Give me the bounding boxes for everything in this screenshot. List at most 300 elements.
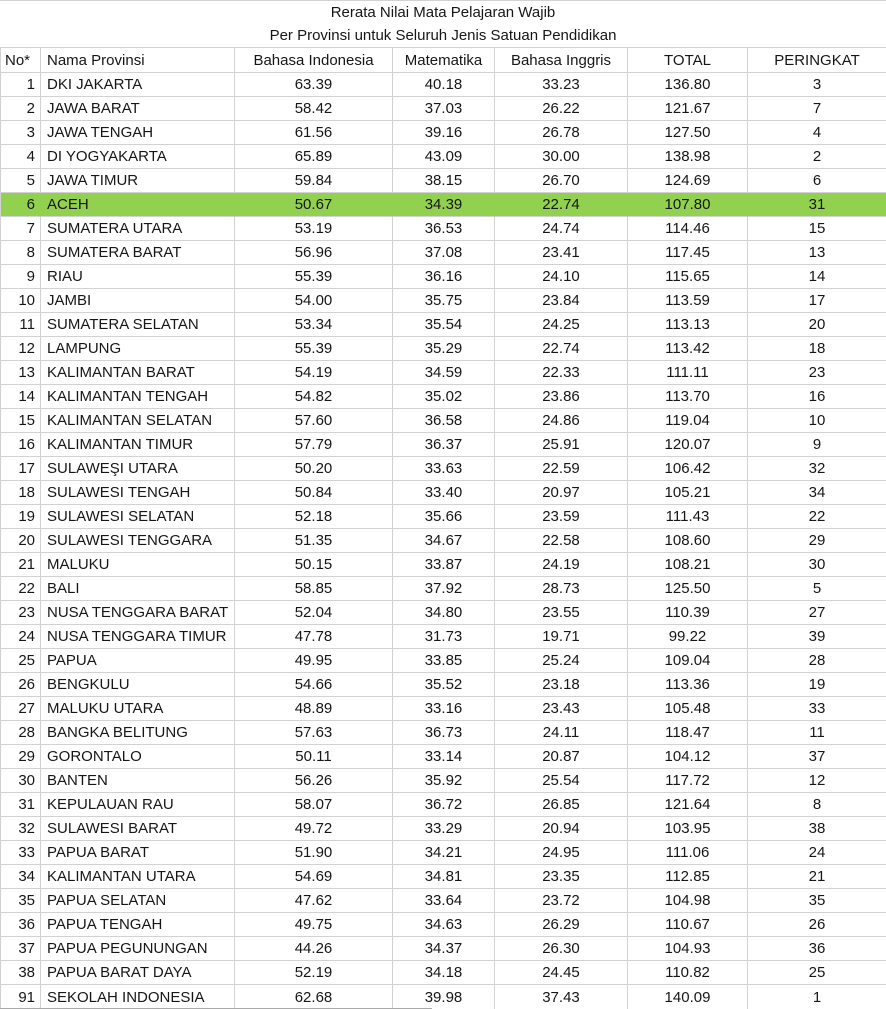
cell-no: 20 [0,529,41,553]
cell-province-name: KALIMANTAN TIMUR [41,433,235,457]
cell-bahasa-indonesia: 59.84 [235,169,393,193]
cell-bahasa-indonesia: 65.89 [235,145,393,169]
cell-province-name: RIAU [41,265,235,289]
cell-bahasa-indonesia: 56.26 [235,769,393,793]
cell-province-name: SULAWESI TENGGARA [41,529,235,553]
province-scores-table [0,48,886,1009]
cell-province-name: SULAWEŞI UTARA [41,457,235,481]
cell-province-name: JAMBI [41,289,235,313]
cell-bahasa-indonesia: 54.69 [235,865,393,889]
cell-bahasa-indonesia: 61.56 [235,121,393,145]
cell-no: 4 [0,145,41,169]
cell-no: 6 [0,193,41,217]
table-row [0,265,886,289]
column-header-no: No* [0,48,41,73]
cell-total: 117.72 [628,769,748,793]
cell-no: 29 [0,745,41,769]
cell-peringkat: 10 [748,409,886,433]
cell-matematika: 35.02 [393,385,495,409]
cell-province-name: KALIMANTAN BARAT [41,361,235,385]
table-row [0,457,886,481]
cell-matematika: 37.92 [393,577,495,601]
cell-matematika: 33.16 [393,697,495,721]
table-row [0,913,886,937]
cell-matematika: 34.21 [393,841,495,865]
cell-no: 12 [0,337,41,361]
cell-bahasa-indonesia: 58.42 [235,97,393,121]
cell-total: 109.04 [628,649,748,673]
table-row [0,433,886,457]
cell-province-name: LAMPUNG [41,337,235,361]
cell-province-name: BANTEN [41,769,235,793]
cell-province-name: KEPULAUAN RAU [41,793,235,817]
cell-bahasa-inggris: 24.10 [495,265,628,289]
cell-bahasa-inggris: 22.74 [495,337,628,361]
cell-matematika: 37.03 [393,97,495,121]
cell-bahasa-inggris: 24.11 [495,721,628,745]
cell-bahasa-inggris: 37.43 [495,985,628,1009]
table-row [0,169,886,193]
cell-total: 108.21 [628,553,748,577]
cell-bahasa-inggris: 22.33 [495,361,628,385]
cell-no: 9 [0,265,41,289]
cell-peringkat: 35 [748,889,886,913]
cell-bahasa-indonesia: 49.75 [235,913,393,937]
cell-matematika: 36.58 [393,409,495,433]
cell-province-name: NUSA TENGGARA TIMUR [41,625,235,649]
cell-province-name: KALIMANTAN TENGAH [41,385,235,409]
cell-province-name: PAPUA BARAT DAYA [41,961,235,985]
cell-bahasa-indonesia: 54.82 [235,385,393,409]
cell-peringkat: 15 [748,217,886,241]
cell-total: 115.65 [628,265,748,289]
cell-no: 36 [0,913,41,937]
cell-matematika: 36.37 [393,433,495,457]
cell-total: 113.36 [628,673,748,697]
cell-bahasa-indonesia: 50.15 [235,553,393,577]
cell-peringkat: 24 [748,841,886,865]
table-row [0,721,886,745]
cell-no: 33 [0,841,41,865]
cell-bahasa-indonesia: 50.67 [235,193,393,217]
cell-bahasa-inggris: 26.85 [495,793,628,817]
cell-peringkat: 32 [748,457,886,481]
cell-bahasa-inggris: 26.29 [495,913,628,937]
cell-no: 10 [0,289,41,313]
cell-bahasa-inggris: 22.74 [495,193,628,217]
cell-peringkat: 9 [748,433,886,457]
cell-no: 16 [0,433,41,457]
cell-total: 121.64 [628,793,748,817]
cell-peringkat: 33 [748,697,886,721]
cell-peringkat: 16 [748,385,886,409]
cell-total: 110.39 [628,601,748,625]
cell-bahasa-indonesia: 52.18 [235,505,393,529]
cell-bahasa-inggris: 24.86 [495,409,628,433]
cell-bahasa-indonesia: 54.66 [235,673,393,697]
cell-bahasa-inggris: 23.59 [495,505,628,529]
cell-total: 104.93 [628,937,748,961]
cell-peringkat: 23 [748,361,886,385]
table-row [0,841,886,865]
table-row [0,529,886,553]
column-header-peringkat: PERINGKAT [748,48,886,73]
cell-bahasa-inggris: 25.54 [495,769,628,793]
cell-bahasa-indonesia: 55.39 [235,265,393,289]
cell-peringkat: 34 [748,481,886,505]
cell-peringkat: 18 [748,337,886,361]
table-row [0,505,886,529]
cell-total: 114.46 [628,217,748,241]
cell-peringkat: 22 [748,505,886,529]
cell-province-name: PAPUA BARAT [41,841,235,865]
cell-peringkat: 1 [812,988,822,1006]
cell-bahasa-inggris: 26.30 [495,937,628,961]
cell-peringkat: 31 [748,193,886,217]
cell-province-name: NUSA TENGGARA BARAT [41,601,235,625]
table-row [0,289,886,313]
table-row [0,217,886,241]
cell-total: 103.95 [628,817,748,841]
cell-bahasa-indonesia: 56.96 [235,241,393,265]
cell-matematika: 31.73 [393,625,495,649]
table-row [0,313,886,337]
cell-total: 110.82 [628,961,748,985]
cell-bahasa-indonesia: 48.89 [235,697,393,721]
cell-province-name: PAPUA TENGAH [41,913,235,937]
cell-bahasa-indonesia: 52.19 [235,961,393,985]
cell-total: 104.98 [628,889,748,913]
cell-matematika: 34.59 [393,361,495,385]
cell-bahasa-inggris: 19.71 [495,625,628,649]
column-header-bahasa-inggris: Bahasa Inggris [495,48,628,73]
cell-peringkat: 28 [748,649,886,673]
cell-province-name: KALIMANTAN SELATAN [41,409,235,433]
cell-matematika: 34.18 [393,961,495,985]
cell-no: 24 [0,625,41,649]
cell-peringkat: 7 [748,97,886,121]
cell-no: 7 [0,217,41,241]
table-row [0,97,886,121]
cell-bahasa-indonesia: 55.39 [235,337,393,361]
cell-province-name: PAPUA PEGUNUNGAN [41,937,235,961]
cell-matematika: 33.87 [393,553,495,577]
cell-bahasa-indonesia: 50.84 [235,481,393,505]
cell-total: 138.98 [628,145,748,169]
cell-bahasa-indonesia: 62.68 [235,985,393,1009]
cell-peringkat: 4 [748,121,886,145]
table-row [0,673,886,697]
cell-matematika: 34.67 [393,529,495,553]
cell-bahasa-indonesia: 57.79 [235,433,393,457]
cell-matematika: 33.40 [393,481,495,505]
table-row [0,817,886,841]
cell-total: 106.42 [628,457,748,481]
cell-peringkat: 38 [748,817,886,841]
cell-bahasa-inggris: 22.59 [495,457,628,481]
table-row [0,193,886,217]
cell-total: 112.85 [628,865,748,889]
table-row [0,793,886,817]
cell-province-name: PAPUA SELATAN [41,889,235,913]
cell-province-name: SUMATERA SELATAN [41,313,235,337]
cell-province-name: JAWA BARAT [41,97,235,121]
cell-bahasa-inggris: 23.86 [495,385,628,409]
cell-matematika: 35.66 [393,505,495,529]
table-row [0,145,886,169]
cell-total: 121.67 [628,97,748,121]
cell-matematika: 35.54 [393,313,495,337]
cell-matematika: 34.63 [393,913,495,937]
cell-total: 136.80 [628,73,748,97]
cell-bahasa-inggris: 26.78 [495,121,628,145]
cell-peringkat: 19 [748,673,886,697]
cell-peringkat: 37 [748,745,886,769]
cell-bahasa-inggris: 20.87 [495,745,628,769]
cell-bahasa-inggris: 28.73 [495,577,628,601]
cell-no: 19 [0,505,41,529]
table-row [0,553,886,577]
cell-total: 105.21 [628,481,748,505]
cell-peringkat: 6 [748,169,886,193]
cell-no: 26 [0,673,41,697]
table-row [0,121,886,145]
column-header-matematika: Matematika [393,48,495,73]
cell-no: 38 [0,961,41,985]
table-row [0,337,886,361]
cell-bahasa-inggris: 24.95 [495,841,628,865]
cell-peringkat: 20 [748,313,886,337]
cell-no: 91 [0,985,41,1009]
cell-peringkat: 21 [748,865,886,889]
cell-total: 113.13 [628,313,748,337]
cell-bahasa-indonesia: 50.11 [235,745,393,769]
cell-total: 104.12 [628,745,748,769]
table-row [0,745,886,769]
cell-peringkat: 8 [748,793,886,817]
cell-bahasa-inggris: 26.70 [495,169,628,193]
table-row [0,577,886,601]
cell-peringkat: 5 [748,577,886,601]
cell-matematika: 35.75 [393,289,495,313]
cell-bahasa-inggris: 24.25 [495,313,628,337]
cell-peringkat: 29 [748,529,886,553]
cell-bahasa-inggris: 33.23 [495,73,628,97]
cell-total: 111.06 [628,841,748,865]
cell-matematika: 34.39 [393,193,495,217]
cell-bahasa-indonesia: 52.04 [235,601,393,625]
cell-total: 125.50 [628,577,748,601]
cell-province-name: BALI [41,577,235,601]
cell-bahasa-inggris: 24.19 [495,553,628,577]
cell-matematika: 37.08 [393,241,495,265]
cell-no: 30 [0,769,41,793]
column-header-total: TOTAL [628,48,748,73]
cell-province-name: MALUKU UTARA [41,697,235,721]
table-row [0,241,886,265]
cell-no: 37 [0,937,41,961]
cell-province-name: GORONTALO [41,745,235,769]
cell-matematika: 33.29 [393,817,495,841]
cell-matematika: 36.53 [393,217,495,241]
cell-province-name: SEKOLAH INDONESIA [41,985,235,1009]
cell-no: 14 [0,385,41,409]
table-row [0,697,886,721]
cell-total: 99.22 [628,625,748,649]
cell-bahasa-indonesia: 53.19 [235,217,393,241]
cell-no: 13 [0,361,41,385]
cell-bahasa-indonesia: 51.35 [235,529,393,553]
cell-matematika: 34.81 [393,865,495,889]
cell-province-name: BANGKA BELITUNG [41,721,235,745]
cell-no: 25 [0,649,41,673]
cell-matematika: 40.18 [393,73,495,97]
cell-province-name: JAWA TIMUR [41,169,235,193]
cell-no: 1 [0,73,41,97]
cell-bahasa-indonesia: 58.07 [235,793,393,817]
cell-matematika: 36.16 [393,265,495,289]
cell-no: 15 [0,409,41,433]
cell-bahasa-indonesia: 54.19 [235,361,393,385]
cell-bahasa-inggris: 23.72 [495,889,628,913]
cell-bahasa-inggris: 20.97 [495,481,628,505]
table-title: Rerata Nilai Mata Pelajaran Wajib [330,4,556,21]
cell-total: 117.45 [628,241,748,265]
cell-total: 140.09 [628,985,748,1009]
cell-bahasa-inggris: 20.94 [495,817,628,841]
cell-no: 17 [0,457,41,481]
cell-peringkat: 14 [748,265,886,289]
cell-peringkat: 30 [748,553,886,577]
cell-bahasa-indonesia: 57.63 [235,721,393,745]
cell-no: 3 [0,121,41,145]
cell-province-name: DI YOGYAKARTA [41,145,235,169]
cell-matematika: 35.92 [393,769,495,793]
table-row [0,649,886,673]
cell-bahasa-indonesia: 49.72 [235,817,393,841]
cell-bahasa-inggris: 24.74 [495,217,628,241]
cell-bahasa-indonesia: 63.39 [235,73,393,97]
table-row [0,769,886,793]
table-row [0,961,886,985]
cell-bahasa-indonesia: 53.34 [235,313,393,337]
cell-bahasa-indonesia: 50.20 [235,457,393,481]
cell-matematika: 43.09 [393,145,495,169]
cell-no: 27 [0,697,41,721]
cell-total: 111.43 [628,505,748,529]
cell-matematika: 36.73 [393,721,495,745]
table-row [0,385,886,409]
column-header-bahasa-indonesia: Bahasa Indonesia [235,48,393,73]
cell-bahasa-indonesia: 57.60 [235,409,393,433]
table-row [0,481,886,505]
cell-peringkat: 2 [748,145,886,169]
cell-matematika: 33.85 [393,649,495,673]
cell-province-name: BENGKULU [41,673,235,697]
cell-bahasa-indonesia: 58.85 [235,577,393,601]
header-row [0,48,886,73]
cell-matematika: 36.72 [393,793,495,817]
cell-province-name: ACEH [41,193,235,217]
cell-peringkat: 3 [748,73,886,97]
cell-province-name: JAWA TENGAH [41,121,235,145]
cell-peringkat: 26 [748,913,886,937]
cell-total: 107.80 [628,193,748,217]
cell-peringkat: 17 [748,289,886,313]
cell-bahasa-indonesia: 47.62 [235,889,393,913]
cell-province-name: SULAWESI TENGAH [41,481,235,505]
cell-bahasa-inggris: 23.55 [495,601,628,625]
cell-matematika: 33.63 [393,457,495,481]
cell-peringkat: 27 [748,601,886,625]
cell-bahasa-inggris: 26.22 [495,97,628,121]
cell-bahasa-indonesia: 51.90 [235,841,393,865]
cell-no: 23 [0,601,41,625]
column-header-nama-provinsi: Nama Provinsi [41,48,235,73]
cell-matematika: 35.29 [393,337,495,361]
cell-province-name: DKI JAKARTA [41,73,235,97]
cell-matematika: 39.98 [393,985,495,1009]
cell-bahasa-indonesia: 49.95 [235,649,393,673]
table-row [0,73,886,97]
cell-matematika: 34.80 [393,601,495,625]
table-row [0,937,886,961]
cell-no: 31 [0,793,41,817]
cell-matematika: 34.37 [393,937,495,961]
cell-bahasa-inggris: 25.91 [495,433,628,457]
cell-no: 18 [0,481,41,505]
cell-total: 113.59 [628,289,748,313]
cell-no: 21 [0,553,41,577]
cell-bahasa-inggris: 24.45 [495,961,628,985]
cell-bahasa-inggris: 23.18 [495,673,628,697]
cell-bahasa-inggris: 23.43 [495,697,628,721]
cell-peringkat: 11 [748,721,886,745]
cell-no: 34 [0,865,41,889]
table-row [0,601,886,625]
cell-no: 2 [0,97,41,121]
cell-province-name: SUMATERA BARAT [41,241,235,265]
cell-total: 120.07 [628,433,748,457]
table-row [0,409,886,433]
table-body [0,73,886,1009]
cell-total: 113.42 [628,337,748,361]
cell-no: 5 [0,169,41,193]
cell-peringkat: 39 [748,625,886,649]
cell-bahasa-inggris: 23.35 [495,865,628,889]
table-row [0,625,886,649]
cell-matematika: 33.14 [393,745,495,769]
cell-total: 124.69 [628,169,748,193]
cell-peringkat: 36 [748,937,886,961]
cell-no: 8 [0,241,41,265]
cell-total: 105.48 [628,697,748,721]
cell-total: 118.47 [628,721,748,745]
table-row [0,865,886,889]
cell-bahasa-inggris: 23.84 [495,289,628,313]
cell-province-name: PAPUA [41,649,235,673]
cell-peringkat: 13 [748,241,886,265]
cell-total: 119.04 [628,409,748,433]
cell-matematika: 39.16 [393,121,495,145]
cell-province-name: SULAWESI BARAT [41,817,235,841]
cell-no: 32 [0,817,41,841]
cell-no: 22 [0,577,41,601]
cell-matematika: 38.15 [393,169,495,193]
cell-bahasa-indonesia: 54.00 [235,289,393,313]
table-title-block [0,0,886,48]
cell-matematika: 35.52 [393,673,495,697]
